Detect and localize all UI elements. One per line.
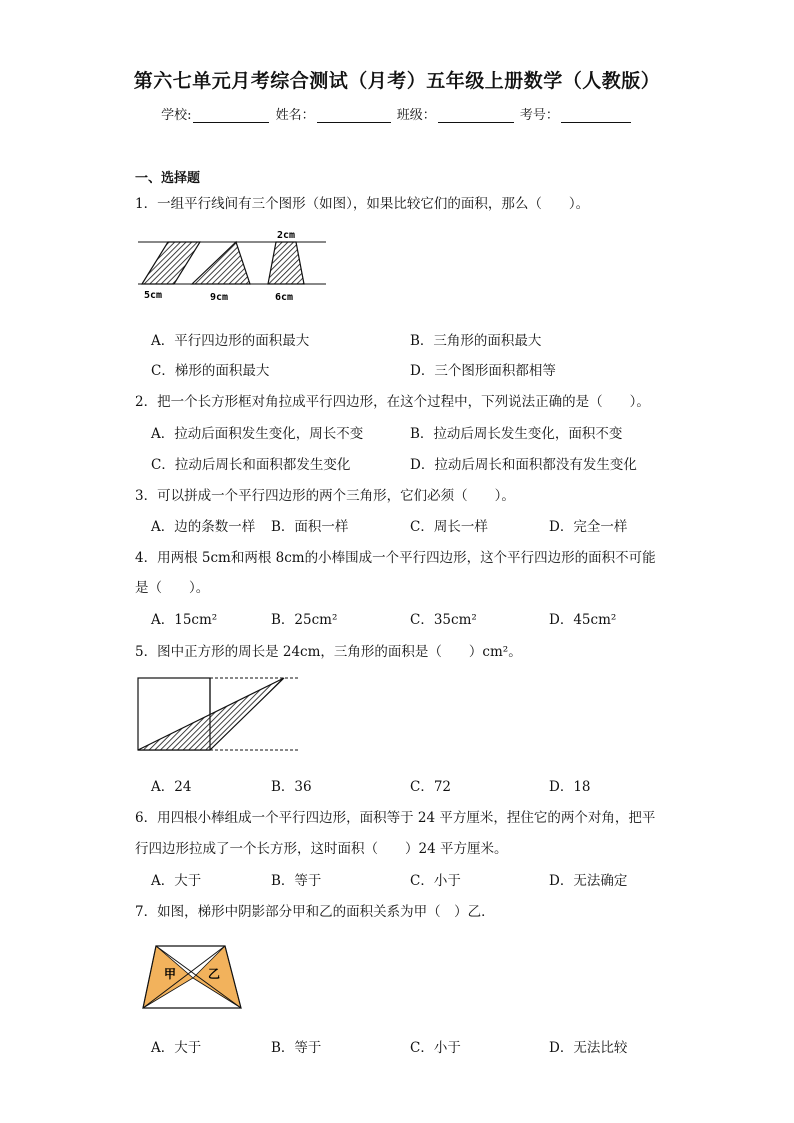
- label-yi: 乙: [208, 967, 221, 981]
- q3-option-b[interactable]: B．面积一样: [271, 519, 349, 535]
- student-info-line: [0, 104, 794, 123]
- school-blank[interactable]: [193, 108, 269, 123]
- q6-option-d[interactable]: D．无法确定: [549, 873, 628, 889]
- question-4-text-line1: 4．用两根 5cm和两根 8cm的小棒围成一个平行四边形，这个平行四边形的面积不可能: [135, 550, 656, 566]
- school-label: 学校:: [161, 108, 192, 123]
- question-3-text: 3．可以拼成一个平行四边形的两个三角形，它们必须（ ）。: [135, 488, 515, 504]
- q4-option-c[interactable]: C．35cm²: [410, 612, 477, 628]
- name-blank[interactable]: [317, 108, 391, 123]
- q4-option-d[interactable]: D．45cm²: [549, 612, 617, 628]
- q5-option-d[interactable]: D．18: [549, 779, 591, 795]
- question-1-figure: [130, 224, 330, 304]
- question-6-text-line1: 6．用四根小棒组成一个平行四边形，面积等于 24 平方厘米，捏住它的两个对角，把平: [135, 810, 656, 826]
- trapezoid-shape: [268, 242, 304, 284]
- class-label: 班级：: [396, 108, 436, 123]
- label-6cm: 6cm: [275, 292, 294, 303]
- page-title: 第六七单元月考综合测试（月考）五年级上册数学（人教版）: [133, 70, 661, 92]
- parallelogram-shape: [142, 242, 200, 284]
- q1-option-b[interactable]: B．三角形的面积最大: [410, 333, 542, 349]
- q3-option-d[interactable]: D．完全一样: [549, 519, 628, 535]
- q6-option-b[interactable]: B．等于: [271, 873, 322, 889]
- question-7-text: 7．如图，梯形中阴影部分甲和乙的面积关系为甲（ ）乙．: [135, 904, 495, 920]
- exam-no-label: 考号：: [519, 108, 559, 123]
- question-5-text: 5．图中正方形的周长是 24cm，三角形的面积是（ ）cm²。: [135, 644, 522, 660]
- q6-option-a[interactable]: A．大于: [151, 873, 202, 889]
- question-1-text: 1．一组平行线间有三个图形（如图），如果比较它们的面积，那么（ ）。: [135, 196, 590, 212]
- q4-option-b[interactable]: B．25cm²: [271, 612, 338, 628]
- q7-option-c[interactable]: C．小于: [410, 1040, 461, 1056]
- q3-option-c[interactable]: C．周长一样: [410, 519, 488, 535]
- class-blank[interactable]: [438, 108, 514, 123]
- name-label: 姓名：: [275, 108, 315, 123]
- q7-option-b[interactable]: B．等于: [271, 1040, 322, 1056]
- question-7-figure: [138, 942, 246, 1012]
- shaded-triangle: [138, 678, 284, 750]
- q2-option-c[interactable]: C．拉动后周长和面积都发生变化: [151, 457, 351, 473]
- triangle-shape: [192, 242, 250, 284]
- q7-option-a[interactable]: A．大于: [151, 1040, 202, 1056]
- q3-option-a[interactable]: A．边的条数一样: [151, 519, 256, 535]
- q2-option-a[interactable]: A．拉动后面积发生变化，周长不变: [151, 426, 364, 442]
- section-title: 一、选择题: [135, 171, 201, 186]
- question-4-text-line2: 是（ ）。: [135, 580, 210, 596]
- q2-option-b[interactable]: B．拉动后周长发生变化，面积不变: [410, 426, 623, 442]
- q4-option-a[interactable]: A．15cm²: [151, 612, 218, 628]
- q5-option-b[interactable]: B．36: [271, 779, 312, 795]
- exam-no-blank[interactable]: [561, 108, 631, 123]
- q7-option-d[interactable]: D．无法比较: [549, 1040, 628, 1056]
- label-9cm: 9cm: [210, 292, 229, 303]
- label-5cm: 5cm: [144, 290, 163, 301]
- question-6-text-line2: 行四边形拉成了一个长方形，这时面积（ ）24 平方厘米。: [135, 841, 508, 857]
- label-jia: 甲: [164, 967, 177, 981]
- question-5-figure: [134, 674, 304, 754]
- q5-option-a[interactable]: A．24: [151, 779, 192, 795]
- q6-option-c[interactable]: C．小于: [410, 873, 461, 889]
- label-2cm: 2cm: [277, 230, 296, 241]
- q1-option-a[interactable]: A．平行四边形的面积最大: [151, 333, 310, 349]
- q2-option-d[interactable]: D．拉动后周长和面积都没有发生变化: [410, 457, 637, 473]
- q5-option-c[interactable]: C．72: [410, 779, 452, 795]
- question-2-text: 2．把一个长方形框对角拉成平行四边形，在这个过程中，下列说法正确的是（ ）。: [135, 394, 650, 410]
- q1-option-d[interactable]: D．三个图形面积都相等: [410, 363, 556, 379]
- q1-option-c[interactable]: C．梯形的面积最大: [151, 363, 270, 379]
